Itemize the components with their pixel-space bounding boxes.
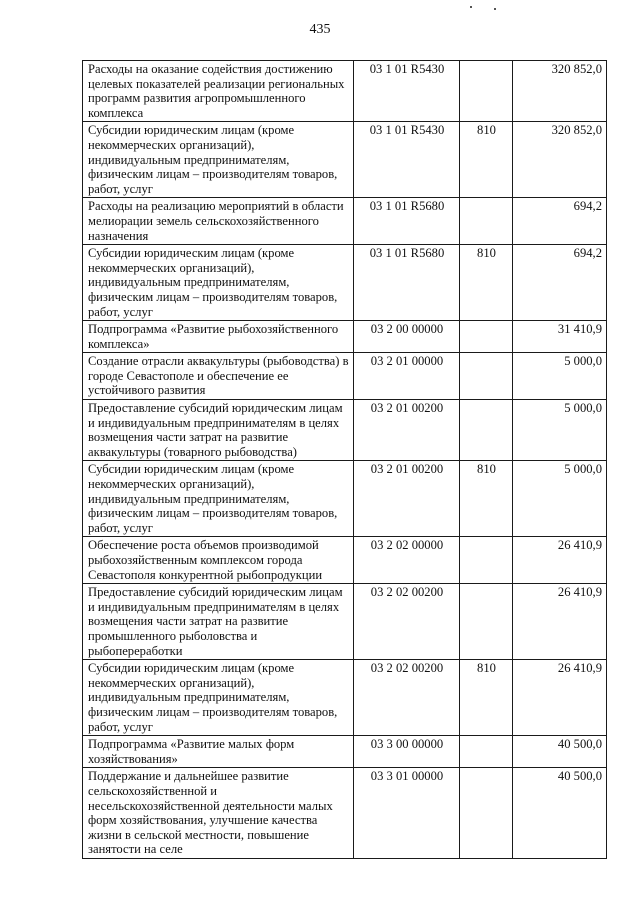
row-name-cell: Предоставление субсидий юридическим лицам и индивидуальным предпринимателям в целях возмещения части затрат на развитие промышленного рыболовства и рыбопереработки (83, 584, 354, 660)
amount-cell: 31 410,9 (513, 321, 607, 353)
target-article-code-cell: 03 2 00 00000 (354, 321, 460, 353)
expense-type-code-cell (460, 353, 513, 400)
amount-cell: 5 000,0 (513, 353, 607, 400)
table-body (83, 61, 607, 859)
expense-type-code-cell (460, 61, 513, 122)
amount-cell: 26 410,9 (513, 537, 607, 584)
row-name-cell: Подпрограмма «Развитие малых форм хозяйствования» (83, 736, 354, 768)
target-article-code-cell: 03 2 02 00200 (354, 660, 460, 736)
expense-type-code-cell (460, 584, 513, 660)
row-name-cell: Расходы на оказание содействия достижению целевых показателей реализации региональных программ развития агропромышленного комплекса (83, 61, 354, 122)
table-row (83, 660, 607, 736)
row-name-cell: Создание отрасли аквакультуры (рыбоводства) в городе Севастополе и обеспечение ее устойчивого развития (83, 353, 354, 400)
table-row (83, 537, 607, 584)
page-number: 435 (309, 22, 331, 37)
target-article-code-cell: 03 2 01 00000 (354, 353, 460, 400)
target-article-code-cell: 03 1 01 R5430 (354, 61, 460, 122)
row-name-cell: Подпрограмма «Развитие рыбохозяйственного комплекса» (83, 321, 354, 353)
amount-cell: 26 410,9 (513, 584, 607, 660)
table-row (83, 198, 607, 245)
row-name-cell: Поддержание и дальнейшее развитие сельскохозяйственной и несельскохозяйственной деятельности малых форм хозяйствования, улучшение качества жизни в сельской местности, повышение занятости на селе (83, 768, 354, 859)
row-name-cell: Субсидии юридическим лицам (кроме некоммерческих организаций), индивидуальным предпринимателям, физическим лицам – производителям товаров, работ, услуг (83, 660, 354, 736)
target-article-code-cell: 03 1 01 R5430 (354, 122, 460, 198)
target-article-code-cell: 03 3 00 00000 (354, 736, 460, 768)
amount-cell: 694,2 (513, 198, 607, 245)
target-article-code-cell: 03 2 02 00000 (354, 537, 460, 584)
scan-speck (494, 8, 496, 10)
amount-cell: 26 410,9 (513, 660, 607, 736)
amount-cell: 694,2 (513, 245, 607, 321)
table-row (83, 768, 607, 859)
row-name-cell: Субсидии юридическим лицам (кроме некоммерческих организаций), индивидуальным предпринимателям, физическим лицам – производителям товаров, работ, услуг (83, 122, 354, 198)
amount-cell: 40 500,0 (513, 768, 607, 859)
scan-speck (470, 6, 472, 8)
row-name-cell: Субсидии юридическим лицам (кроме некоммерческих организаций), индивидуальным предпринимателям, физическим лицам – производителям товаров, работ, услуг (83, 461, 354, 537)
table-row (83, 584, 607, 660)
target-article-code-cell: 03 2 01 00200 (354, 461, 460, 537)
table-row (83, 61, 607, 122)
expense-type-code-cell (460, 768, 513, 859)
table-row (83, 122, 607, 198)
amount-cell: 5 000,0 (513, 400, 607, 461)
expense-type-code-cell: 810 (460, 245, 513, 321)
expense-type-code-cell (460, 400, 513, 461)
expense-type-code-cell: 810 (460, 122, 513, 198)
budget-table (82, 60, 607, 859)
target-article-code-cell: 03 2 02 00200 (354, 584, 460, 660)
expense-type-code-cell (460, 321, 513, 353)
table-row (83, 353, 607, 400)
table-row (83, 321, 607, 353)
table-row (83, 400, 607, 461)
target-article-code-cell: 03 1 01 R5680 (354, 198, 460, 245)
expense-type-code-cell: 810 (460, 660, 513, 736)
target-article-code-cell: 03 1 01 R5680 (354, 245, 460, 321)
row-name-cell: Субсидии юридическим лицам (кроме некоммерческих организаций), индивидуальным предпринимателям, физическим лицам – производителям товаров, работ, услуг (83, 245, 354, 321)
expense-type-code-cell (460, 537, 513, 584)
table-row (83, 461, 607, 537)
amount-cell: 320 852,0 (513, 122, 607, 198)
expense-type-code-cell: 810 (460, 461, 513, 537)
row-name-cell: Обеспечение роста объемов производимой рыбохозяйственным комплексом города Севастополя конкурентной рыбопродукции (83, 537, 354, 584)
amount-cell: 320 852,0 (513, 61, 607, 122)
amount-cell: 40 500,0 (513, 736, 607, 768)
expense-type-code-cell (460, 736, 513, 768)
row-name-cell: Расходы на реализацию мероприятий в области мелиорации земель сельскохозяйственного назначения (83, 198, 354, 245)
row-name-cell: Предоставление субсидий юридическим лицам и индивидуальным предпринимателям в целях возмещения части затрат на развитие аквакультуры (товарного рыбоводства) (83, 400, 354, 461)
table-row (83, 736, 607, 768)
target-article-code-cell: 03 2 01 00200 (354, 400, 460, 461)
table-row (83, 245, 607, 321)
amount-cell: 5 000,0 (513, 461, 607, 537)
target-article-code-cell: 03 3 01 00000 (354, 768, 460, 859)
expense-type-code-cell (460, 198, 513, 245)
